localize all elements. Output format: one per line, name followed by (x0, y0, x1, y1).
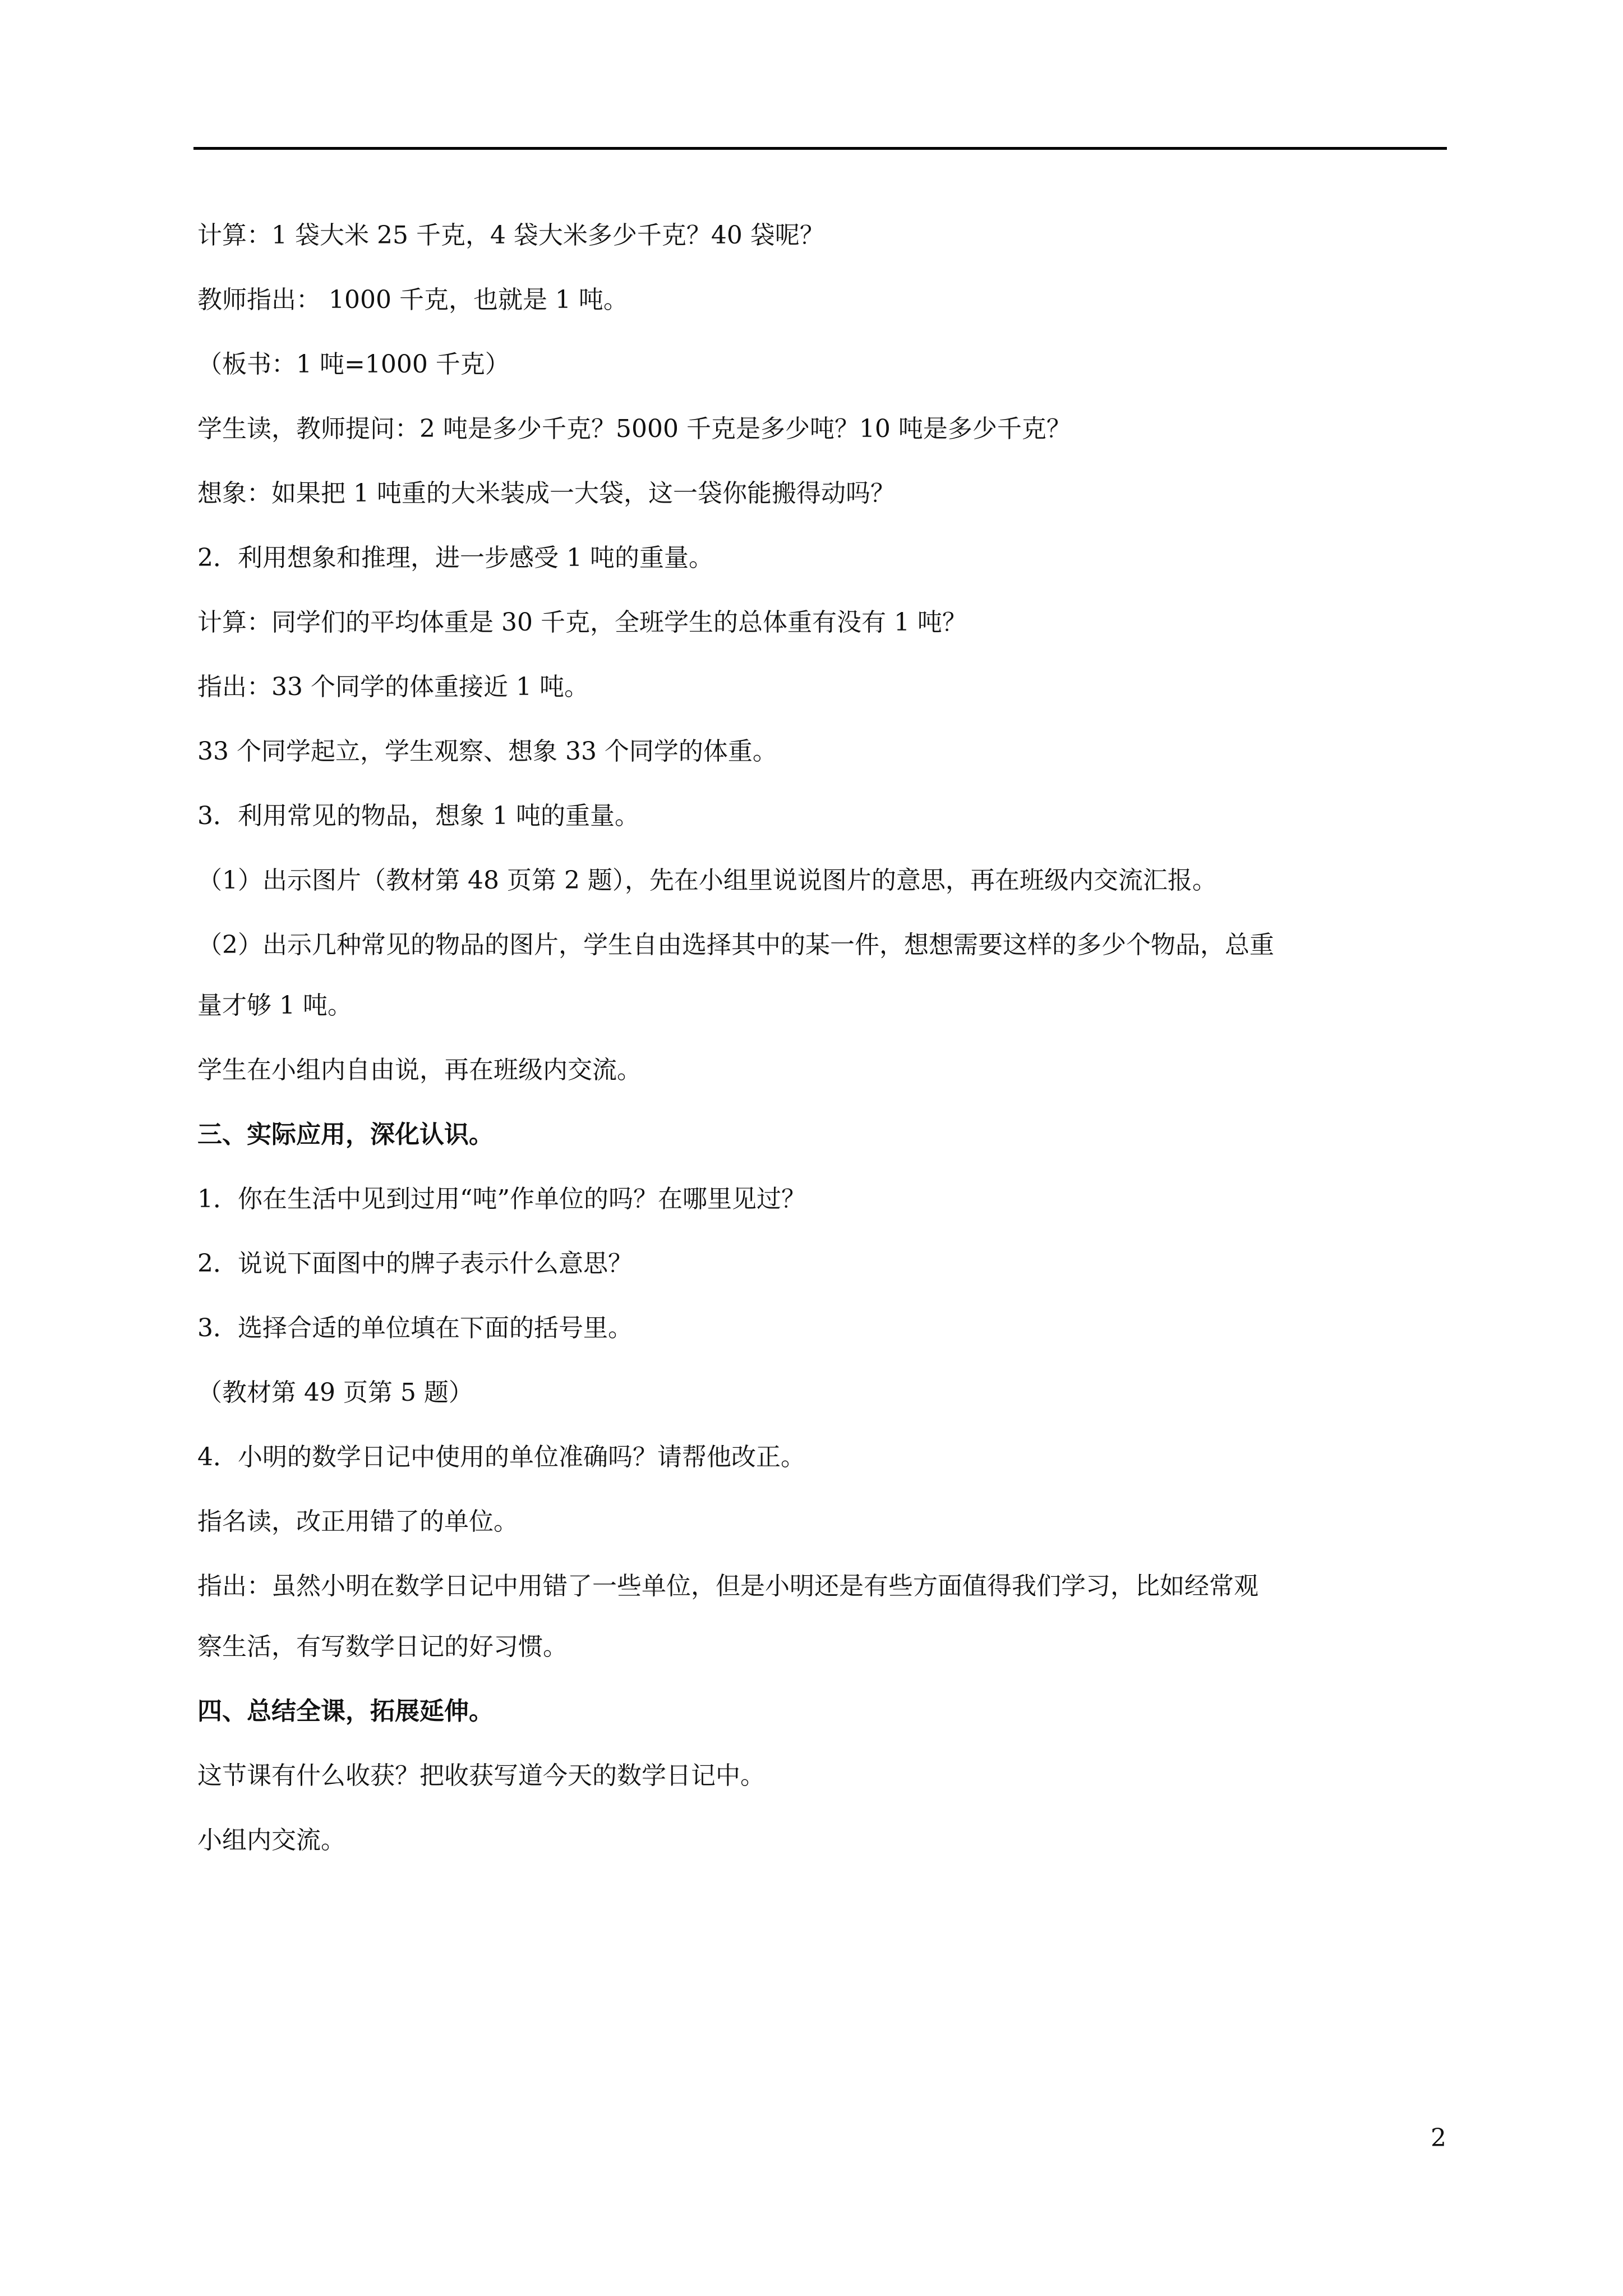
section-heading: 四、总结全课，拓展延伸。 (197, 1697, 494, 1726)
paragraph: 教师指出： 1000 千克，也就是 1 吨。 (197, 286, 628, 314)
paragraph: 计算：同学们的平均体重是 30 千克，全班学生的总体重有没有 1 吨？ (197, 608, 967, 637)
paragraph: （教材第 49 页第 5 题） (197, 1378, 473, 1407)
paragraph: 学生读，教师提问：2 吨是多少千克？5000 千克是多少吨？10 吨是多少千克？ (197, 415, 1071, 443)
paragraph: 4．小明的数学日记中使用的单位准确吗？请帮他改正。 (197, 1443, 805, 1471)
paragraph: 这节课有什么收获？把收获写道今天的数学日记中。 (197, 1761, 765, 1790)
paragraph: 2．利用想象和推理，进一步感受 1 吨的重量。 (197, 544, 713, 572)
paragraph: 33 个同学起立，学生观察、想象 33 个同学的体重。 (197, 737, 777, 766)
header-rule (193, 147, 1447, 150)
paragraph-continuation: 察生活，有写数学日记的好习惯。 (197, 1632, 568, 1661)
paragraph: （板书：1 吨=1000 千克） (197, 350, 510, 379)
paragraph: 3．选择合适的单位填在下面的括号里。 (197, 1314, 633, 1342)
paragraph: 1．你在生活中见到过用“吨”作单位的吗？在哪里见过？ (197, 1185, 806, 1213)
paragraph: 计算：1 袋大米 25 千克，4 袋大米多少千克？40 袋呢？ (197, 221, 824, 250)
document-body (197, 203, 1447, 1872)
paragraph: 3．利用常见的物品，想象 1 吨的重量。 (197, 802, 639, 830)
paragraph-continuation: 量才够 1 吨。 (197, 991, 352, 1020)
paragraph: （1）出示图片（教材第 48 页第 2 题），先在小组里说说图片的意思，再在班级内交流汇报。 (197, 866, 1217, 895)
paragraph: （2）出示几种常见的物品的图片，学生自由选择其中的某一件，想想需要这样的多少个物品，总重 (197, 931, 1274, 959)
paragraph: 指出：虽然小明在数学日记中用错了一些单位，但是小明还是有些方面值得我们学习，比如经常观 (197, 1572, 1258, 1600)
paragraph: 指名读，改正用错了的单位。 (197, 1507, 518, 1536)
section-heading: 三、实际应用，深化认识。 (197, 1120, 494, 1149)
paragraph: 指出：33 个同学的体重接近 1 吨。 (197, 673, 589, 701)
paragraph: 小组内交流。 (197, 1826, 345, 1855)
paragraph: 想象：如果把 1 吨重的大米装成一大袋，这一袋你能搬得动吗？ (197, 479, 895, 508)
page-number: 2 (1431, 2124, 1446, 2152)
paragraph: 学生在小组内自由说，再在班级内交流。 (197, 1056, 642, 1084)
paragraph: 2．说说下面图中的牌子表示什么意思？ (197, 1249, 633, 1278)
